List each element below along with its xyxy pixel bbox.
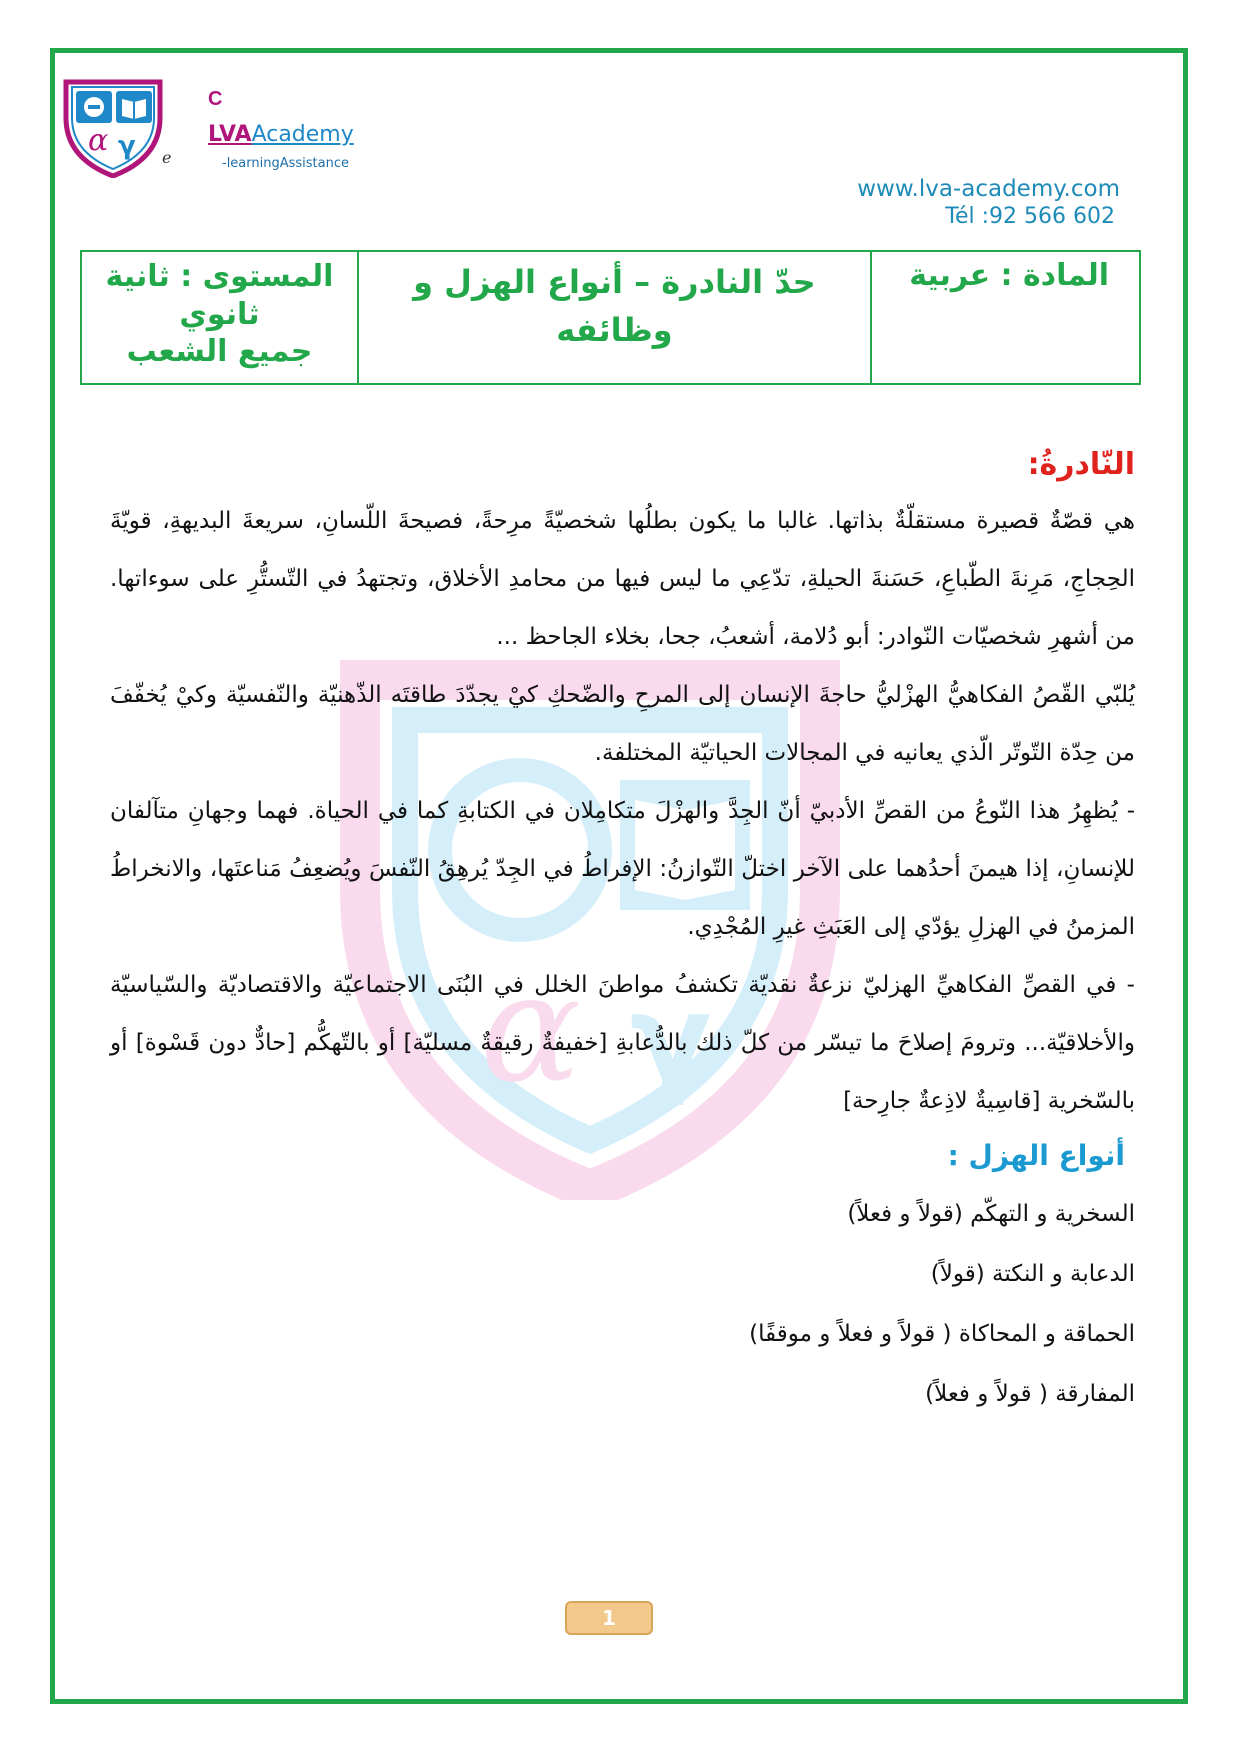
website-link[interactable]: www.lva-academy.com [857, 176, 1120, 202]
brand-academy: Academy [251, 122, 354, 147]
brand-name [208, 122, 354, 147]
header-table [80, 250, 1141, 385]
main-content [110, 440, 1135, 1424]
critique-paragraph: - في القصِّ الفكاهيِّ الهزليّ نزعةٌ نقديّة تكشفُ مواطنَ الخلل في البُنَى الاجتماعيّة والاقتصاديّة والسّياسيّة والأخلاقيّة... وترومَ إصلاحَ ما تيسّر من كلّ ذلك بالدُّعابةِ [خفيفةٌ رقيقةٌ مسليّة] أو بالتّهكُّم [حادٌّ دون قَسْوة] أو بالسّخرية [قاسِيةٌ لاذِعةٌ جارِحة] [110, 972, 1135, 1114]
svg-text:α: α [480, 942, 582, 1116]
definition-paragraph: هي قصّةٌ قصيرة مستقلّةٌ بذاتها. غالبا ما يكون بطلُها شخصيّةً مرِحةً، فصيحةَ اللّسانِ، سريعةَ البديهةِ، قويّةَ الحِجاجِ، مَرِنةَ الطّباعِ، حَسَنةَ الحيلةِ، تدّعِي ما ليس فيها من محامدِ الأخلاق، وتجتهدُ في التّستُّرِ على سوءاتها. من أشهرِ شخصيّات النّوادر: أبو دُلامة، أشعبُ، جحا، بخلاء الجاحظ ... [110, 508, 1135, 650]
humor-types-list [110, 1184, 1135, 1424]
list-item: السخرية و التهكّم (قولاً و فعلاً) [847, 1201, 1135, 1227]
svg-text:γ: γ [118, 131, 136, 161]
level-line-3: جميع الشعب [126, 334, 313, 369]
lesson-title-cell: حدّ النادرة – أنواع الهزل و وظائفه [357, 252, 870, 383]
brand-lva: LVA [208, 122, 252, 147]
subject-cell: المادة : عربية [870, 252, 1139, 383]
level-line-2: ثانوي [179, 296, 260, 332]
list-item: الدعابة و النكتة (قولاً) [930, 1261, 1135, 1287]
page-number: 1 [565, 1601, 653, 1635]
logo-letter-e: e [162, 148, 172, 167]
level-cell [82, 252, 357, 383]
function-paragraph: يُلبّي القّصُ الفكاهيُّ الهزْليُّ حاجةَ الإنسان إلى المرحِ والضّحكِ كيْ يجدّدَ طاقتَه الذّهنيّة والنّفسيّة وكيْ يُخفّفَ من حِدّة التّوتّر الّذي يعانيه في المجالات الحياتيّة المختلفة. [110, 682, 1135, 766]
list-item: المفارقة ( قولاً و فعلاً) [925, 1381, 1135, 1407]
svg-text:γ: γ [630, 970, 712, 1109]
phone-number: Tél :92 566 602 [945, 204, 1115, 229]
lva-logo-icon [58, 78, 168, 178]
svg-text:α: α [88, 123, 109, 158]
nadira-heading: النّادرةُ: [1027, 447, 1135, 482]
humor-types-heading: أنواع الهزل : [947, 1139, 1125, 1172]
level-line-1: المستوى : ثانية [105, 259, 334, 294]
list-item: الحماقة و المحاكاة ( قولاً و فعلاً و موقفًا) [749, 1321, 1135, 1347]
balance-paragraph: - يُظهِرُ هذا النّوعُ من القصِّ الأدبيّ أنّ الجِدَّ والهزْلَ متكامِلان في الكتابةِ كما في الحياة. فهما وجهانِ متآلفان للإنسانِ، إذا هيمنَ أحدُهما على الآخر اختلّ التّوازنُ: الإفراطُ في الجِدّ يُرهِقُ النّفسَ ويُضعِفُ مَناعتَها، والانخراطُ المزمنُ في الهزلِ يؤدّي إلى العَبَثِ غيرِ المُجْدِي. [110, 798, 1135, 940]
brand-letter-c: C [208, 88, 223, 110]
brand-tagline: -learningAssistance [222, 156, 349, 171]
